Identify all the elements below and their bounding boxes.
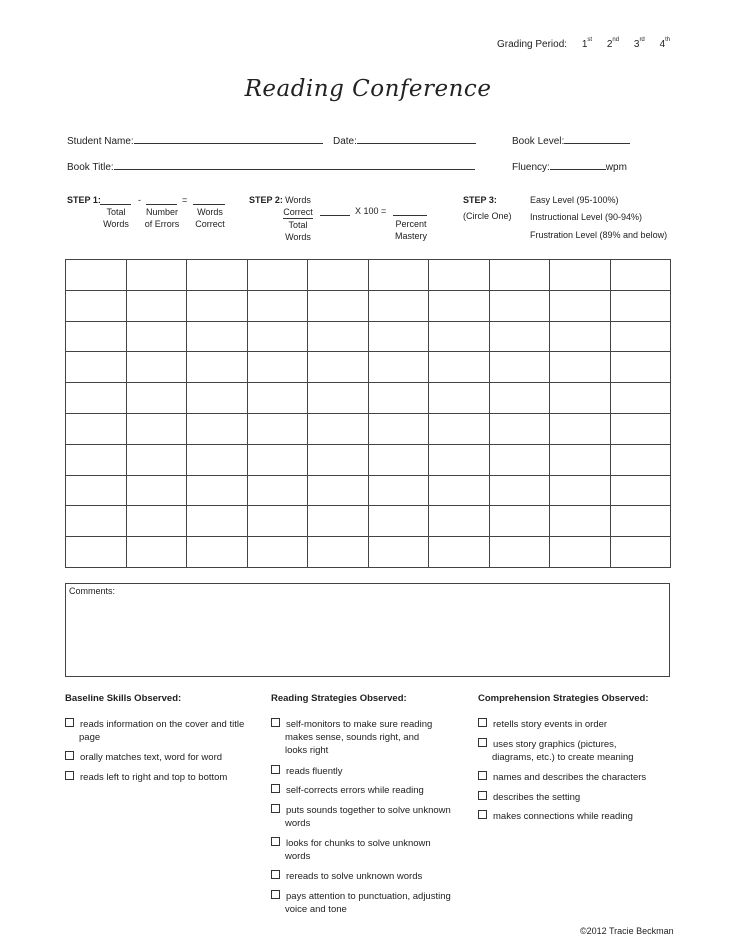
reading-strategy-item[interactable]: self-corrects errors while reading — [271, 784, 471, 797]
grading-period-1[interactable]: 1st — [581, 37, 593, 50]
grid-cell[interactable] — [489, 475, 550, 506]
baseline-item[interactable]: reads left to right and top to bottom — [65, 771, 265, 784]
grid-cell[interactable] — [368, 444, 429, 475]
grid-cell[interactable] — [368, 506, 429, 537]
grid-cell[interactable] — [368, 383, 429, 414]
grid-cell[interactable] — [429, 383, 490, 414]
student-name-field[interactable]: Student Name: — [67, 134, 323, 147]
grid-cell[interactable] — [368, 537, 429, 568]
grid-cell[interactable] — [126, 321, 187, 352]
step2-percent-caption: Percent Mastery — [394, 219, 427, 241]
grading-period-2[interactable]: 2nd — [606, 37, 620, 50]
checkbox[interactable] — [65, 718, 74, 727]
baseline-item[interactable]: reads information on the cover and title page — [65, 718, 265, 744]
grid-row — [66, 475, 671, 506]
grid-cell[interactable] — [610, 506, 671, 537]
grid-cell[interactable] — [489, 352, 550, 383]
grid-cell[interactable] — [247, 475, 308, 506]
step2-blank[interactable] — [320, 206, 350, 216]
grid-cell[interactable] — [66, 506, 127, 537]
comments-label: Comments: — [69, 586, 116, 596]
grid-cell[interactable] — [247, 260, 308, 291]
grid-cell[interactable] — [66, 444, 127, 475]
copyright: ©2012 Tracie Beckman — [580, 926, 674, 936]
reading-strategy-item[interactable]: rereads to solve unknown words — [271, 870, 471, 883]
reading-strategy-item[interactable]: self-monitors to make sure reading makes sense, sounds right, and looks right — [271, 718, 471, 757]
grid-cell[interactable] — [550, 383, 611, 414]
grid-cell[interactable] — [247, 537, 308, 568]
step1-correct-blank[interactable] — [193, 195, 225, 205]
reading-strategy-item[interactable]: pays attention to punctuation, adjusting voice and tone — [271, 890, 471, 916]
grading-period — [497, 37, 670, 50]
grid-cell[interactable] — [187, 290, 248, 321]
checkbox[interactable] — [271, 804, 280, 813]
grid-cell[interactable] — [247, 383, 308, 414]
grid-cell[interactable] — [126, 444, 187, 475]
grid-cell[interactable] — [308, 475, 369, 506]
grid-cell[interactable] — [187, 537, 248, 568]
grid-cell[interactable] — [550, 506, 611, 537]
grid-cell[interactable] — [187, 383, 248, 414]
checkbox[interactable] — [271, 837, 280, 846]
grid-cell[interactable] — [187, 321, 248, 352]
step2-result-blank[interactable] — [393, 206, 427, 216]
grid-row — [66, 290, 671, 321]
grid-cell[interactable] — [429, 413, 490, 444]
checkbox[interactable] — [478, 810, 487, 819]
comprehension-item[interactable]: names and describes the characters — [478, 771, 678, 784]
grid-cell[interactable] — [610, 444, 671, 475]
step3-label: STEP 3: — [463, 195, 497, 205]
grid-cell[interactable] — [66, 383, 127, 414]
grid-row — [66, 506, 671, 537]
grid-cell[interactable] — [368, 413, 429, 444]
grid-cell[interactable] — [550, 260, 611, 291]
checkbox[interactable] — [65, 751, 74, 760]
grid-cell[interactable] — [308, 537, 369, 568]
step1-total-words-caption: Total Words — [103, 207, 129, 229]
step1-total-words-blank[interactable] — [100, 195, 131, 205]
grid-cell[interactable] — [550, 537, 611, 568]
grid-cell[interactable] — [489, 444, 550, 475]
grid-cell[interactable] — [550, 475, 611, 506]
checkbox[interactable] — [65, 771, 74, 780]
baseline-item[interactable]: orally matches text, word for word — [65, 751, 265, 764]
reading-strategy-item[interactable]: puts sounds together to solve unknown words — [271, 804, 471, 830]
grid-cell[interactable] — [126, 260, 187, 291]
step3-frustration-level[interactable]: Frustration Level (89% and below) — [530, 230, 668, 240]
grid-cell[interactable] — [489, 413, 550, 444]
date-field[interactable]: Date: — [333, 134, 476, 147]
fluency-field[interactable]: Fluency: wpm — [512, 162, 627, 173]
grid-cell[interactable] — [66, 260, 127, 291]
grid-row — [66, 321, 671, 352]
checkbox[interactable] — [478, 738, 487, 747]
grid-cell[interactable] — [368, 352, 429, 383]
grid-cell[interactable] — [247, 321, 308, 352]
step1-errors-caption: Number of Errors — [144, 207, 180, 229]
checkbox[interactable] — [478, 791, 487, 800]
grid-cell[interactable] — [126, 383, 187, 414]
grid-cell[interactable] — [429, 475, 490, 506]
step2-times: X 100 = — [355, 206, 387, 216]
grid-cell[interactable] — [610, 321, 671, 352]
grid-cell[interactable] — [247, 506, 308, 537]
checkbox[interactable] — [271, 870, 280, 879]
book-level-field[interactable]: Book Level: — [512, 134, 630, 147]
page-title: Reading Conference — [244, 76, 492, 102]
step3-instructional-level[interactable]: Instructional Level (90-94%) — [530, 212, 643, 222]
grid-cell[interactable] — [429, 506, 490, 537]
grid-cell[interactable] — [429, 352, 490, 383]
grid-cell[interactable] — [610, 413, 671, 444]
checkbox[interactable] — [271, 890, 280, 899]
reading-strategies-heading: Reading Strategies Observed: — [271, 693, 407, 704]
grid-cell[interactable] — [489, 506, 550, 537]
comprehension-item[interactable]: describes the setting — [478, 791, 678, 804]
reading-strategy-item[interactable]: looks for chunks to solve unknown words — [271, 837, 471, 863]
comprehension-item[interactable]: retells story events in order — [478, 718, 678, 731]
step1-equals: = — [182, 195, 188, 205]
book-title-field[interactable]: Book Title: — [67, 160, 475, 173]
comprehension-item[interactable]: uses story graphics (pictures, diagrams, etc.) to create meaning — [478, 738, 678, 764]
grid-cell[interactable] — [550, 444, 611, 475]
checkbox[interactable] — [271, 784, 280, 793]
grid-cell[interactable] — [610, 475, 671, 506]
grid-cell[interactable] — [550, 352, 611, 383]
grid-cell[interactable] — [550, 321, 611, 352]
checkbox[interactable] — [478, 718, 487, 727]
grid-cell[interactable] — [308, 352, 369, 383]
grid-cell[interactable] — [66, 537, 127, 568]
grid-row — [66, 352, 671, 383]
grid-cell[interactable] — [368, 321, 429, 352]
grid-cell[interactable] — [489, 290, 550, 321]
grid-cell[interactable] — [429, 444, 490, 475]
grid-cell[interactable] — [126, 475, 187, 506]
grid-cell[interactable] — [610, 352, 671, 383]
comprehension-item[interactable]: makes connections while reading — [478, 810, 678, 823]
grid-cell[interactable] — [368, 290, 429, 321]
grid-cell[interactable] — [308, 321, 369, 352]
grid-cell[interactable] — [489, 537, 550, 568]
grid-cell[interactable] — [610, 537, 671, 568]
grid-cell[interactable] — [66, 321, 127, 352]
grid-cell[interactable] — [187, 413, 248, 444]
step2-label: STEP 2: — [249, 195, 283, 205]
grid-cell[interactable] — [247, 352, 308, 383]
grid-cell[interactable] — [308, 383, 369, 414]
grid-cell[interactable] — [429, 290, 490, 321]
step1-correct-caption: Words Correct — [195, 207, 225, 229]
grid-cell[interactable] — [308, 444, 369, 475]
grid-cell[interactable] — [66, 413, 127, 444]
baseline-heading: Baseline Skills Observed: — [65, 693, 182, 704]
step1-label: STEP 1: — [67, 195, 101, 205]
grid-row — [66, 444, 671, 475]
grid-cell[interactable] — [126, 413, 187, 444]
grid-cell[interactable] — [187, 352, 248, 383]
grid-cell[interactable] — [187, 475, 248, 506]
checkbox[interactable] — [271, 765, 280, 774]
grid-cell[interactable] — [126, 290, 187, 321]
grading-period-label: Grading Period: — [497, 39, 568, 50]
grid-cell[interactable] — [247, 413, 308, 444]
step1-minus: - — [138, 195, 141, 205]
grid-cell[interactable] — [610, 290, 671, 321]
grid-cell[interactable] — [247, 444, 308, 475]
checkbox[interactable] — [271, 718, 280, 727]
grid-cell[interactable] — [550, 290, 611, 321]
grid-cell[interactable] — [126, 506, 187, 537]
comments-box[interactable] — [65, 583, 670, 677]
grid-cell[interactable] — [126, 537, 187, 568]
grid-cell[interactable] — [429, 321, 490, 352]
grid-cell[interactable] — [368, 260, 429, 291]
grid-cell[interactable] — [610, 260, 671, 291]
grid-cell[interactable] — [187, 444, 248, 475]
grid-row — [66, 537, 671, 568]
running-record-grid — [65, 259, 671, 568]
grid-cell[interactable] — [187, 506, 248, 537]
step3-easy-level[interactable]: Easy Level (95-100%) — [530, 195, 619, 205]
grid-cell[interactable] — [66, 290, 127, 321]
grid-cell[interactable] — [187, 260, 248, 291]
step1-errors-blank[interactable] — [146, 195, 177, 205]
grid-cell[interactable] — [126, 352, 187, 383]
grid-cell[interactable] — [610, 383, 671, 414]
grid-cell[interactable] — [308, 506, 369, 537]
step3-circle-one: (Circle One) — [463, 211, 512, 221]
grid-cell[interactable] — [550, 413, 611, 444]
grid-row — [66, 383, 671, 414]
grid-cell[interactable] — [308, 260, 369, 291]
grid-row — [66, 413, 671, 444]
step2-fraction: Words Correct Total Words — [283, 195, 313, 242]
grid-cell[interactable] — [247, 290, 308, 321]
grading-period-3[interactable]: 3rd — [633, 37, 645, 50]
grid-cell[interactable] — [308, 413, 369, 444]
checkbox[interactable] — [478, 771, 487, 780]
grid-cell[interactable] — [66, 475, 127, 506]
grid-cell[interactable] — [368, 475, 429, 506]
grid-cell[interactable] — [489, 321, 550, 352]
reading-strategy-item[interactable]: reads fluently — [271, 765, 471, 778]
grid-cell[interactable] — [429, 537, 490, 568]
grid-cell[interactable] — [66, 352, 127, 383]
grading-period-4[interactable]: 4th — [659, 37, 671, 50]
grid-cell[interactable] — [308, 290, 369, 321]
grid-cell[interactable] — [429, 260, 490, 291]
grid-cell[interactable] — [489, 383, 550, 414]
grid-cell[interactable] — [489, 260, 550, 291]
comprehension-heading: Comprehension Strategies Observed: — [478, 693, 649, 704]
grid-row — [66, 260, 671, 291]
